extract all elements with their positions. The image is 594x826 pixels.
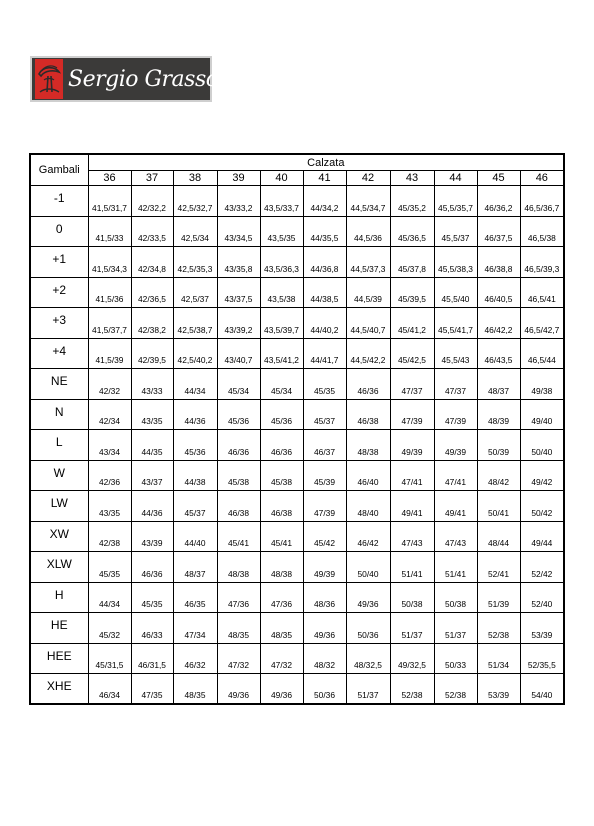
- table-cell: 49/39: [303, 552, 346, 583]
- table-cell: 51/39: [477, 582, 520, 613]
- table-cell: 45/37,8: [390, 247, 434, 278]
- table-cell: 45/36: [260, 399, 303, 430]
- table-row: [30, 308, 564, 339]
- table-cell: 45,5/43: [434, 338, 477, 369]
- table-cell: 46/36: [260, 430, 303, 461]
- table-cell: 50/33: [434, 643, 477, 674]
- table-cell: 43,5/36,3: [260, 247, 303, 278]
- size-header: 39: [217, 171, 260, 186]
- table-cell: 42/38,2: [131, 308, 173, 339]
- size-header: 37: [131, 171, 173, 186]
- table-cell: 47/34: [173, 613, 217, 644]
- table-row: [30, 674, 564, 705]
- table-cell: 46,5/36,7: [520, 186, 564, 217]
- row-label: -1: [30, 186, 88, 217]
- table-cell: 48/32,5: [346, 643, 390, 674]
- table-row: [30, 247, 564, 278]
- row-label: N: [30, 399, 88, 430]
- table-cell: 48/35: [260, 613, 303, 644]
- table-cell: 47/37: [390, 369, 434, 400]
- row-label: W: [30, 460, 88, 491]
- table-cell: 52/38: [477, 613, 520, 644]
- table-row: [30, 552, 564, 583]
- table-cell: 42/34,8: [131, 247, 173, 278]
- table-cell: 45/36,5: [390, 216, 434, 247]
- row-label: HE: [30, 613, 88, 644]
- table-cell: 45/39: [303, 460, 346, 491]
- table-cell: 49/41: [390, 491, 434, 522]
- table-cell: 45/36: [217, 399, 260, 430]
- table-cell: 53/39: [520, 613, 564, 644]
- size-header: 42: [346, 171, 390, 186]
- table-cell: 42,5/40,2: [173, 338, 217, 369]
- table-cell: 47/37: [434, 369, 477, 400]
- table-cell: 41,5/36: [88, 277, 131, 308]
- table-row: [30, 521, 564, 552]
- table-cell: 51/37: [390, 613, 434, 644]
- table-row: [30, 643, 564, 674]
- table-cell: 48/40: [346, 491, 390, 522]
- table-cell: 50/40: [346, 552, 390, 583]
- table-cell: 45/32: [88, 613, 131, 644]
- table-cell: 47/43: [390, 521, 434, 552]
- table-cell: 47/39: [303, 491, 346, 522]
- row-label: +1: [30, 247, 88, 278]
- table-cell: 44/36: [173, 399, 217, 430]
- table-cell: 42/38: [88, 521, 131, 552]
- table-cell: 50/42: [520, 491, 564, 522]
- table-row: [30, 399, 564, 430]
- table-cell: 51/41: [390, 552, 434, 583]
- table-cell: 45/34: [217, 369, 260, 400]
- table-cell: 49/36: [303, 613, 346, 644]
- table-cell: 45/41: [260, 521, 303, 552]
- table-cell: 46,5/44: [520, 338, 564, 369]
- table-cell: 46/38: [260, 491, 303, 522]
- table-cell: 45/35: [88, 552, 131, 583]
- table-cell: 41,5/33: [88, 216, 131, 247]
- table-cell: 50/36: [346, 613, 390, 644]
- table-cell: 53/39: [477, 674, 520, 705]
- table-cell: 44/41,7: [303, 338, 346, 369]
- table-cell: 42/33,5: [131, 216, 173, 247]
- table-cell: 48/37: [477, 369, 520, 400]
- size-header: 45: [477, 171, 520, 186]
- table-cell: 48/38: [346, 430, 390, 461]
- table-cell: 43/35: [131, 399, 173, 430]
- table-cell: 46/37,5: [477, 216, 520, 247]
- table-cell: 44/35,5: [303, 216, 346, 247]
- table-cell: 44,5/37,3: [346, 247, 390, 278]
- table-cell: 42,5/38,7: [173, 308, 217, 339]
- size-chart-table: [29, 153, 565, 705]
- table-cell: 43/33,2: [217, 186, 260, 217]
- table-cell: 45/36: [173, 430, 217, 461]
- table-cell: 42,5/32,7: [173, 186, 217, 217]
- table-cell: 46,5/42,7: [520, 308, 564, 339]
- table-cell: 43,5/41,2: [260, 338, 303, 369]
- table-cell: 45/35,2: [390, 186, 434, 217]
- table-cell: 42/32: [88, 369, 131, 400]
- table-cell: 42,5/37: [173, 277, 217, 308]
- table-cell: 51/34: [477, 643, 520, 674]
- table-cell: 44/34: [88, 582, 131, 613]
- brand-logo: [30, 56, 219, 102]
- table-cell: 43,5/38: [260, 277, 303, 308]
- table-cell: 46/35: [173, 582, 217, 613]
- table-cell: 47/41: [390, 460, 434, 491]
- table-cell: 51/37: [346, 674, 390, 705]
- table-cell: 44/40: [173, 521, 217, 552]
- table-cell: 52/35,5: [520, 643, 564, 674]
- table-cell: 45/42: [303, 521, 346, 552]
- table-cell: 44,5/40,7: [346, 308, 390, 339]
- table-cell: 48/36: [303, 582, 346, 613]
- table-cell: 43/34: [88, 430, 131, 461]
- table-row: [30, 613, 564, 644]
- brand-name: Sergio Grasso: [68, 66, 219, 92]
- table-cell: 47/39: [390, 399, 434, 430]
- table-cell: 49/41: [434, 491, 477, 522]
- table-cell: 44/38: [173, 460, 217, 491]
- table-cell: 45,5/41,7: [434, 308, 477, 339]
- table-row: [30, 430, 564, 461]
- table-cell: 43/40,7: [217, 338, 260, 369]
- table-cell: 47/36: [260, 582, 303, 613]
- table-cell: 47/39: [434, 399, 477, 430]
- table-cell: 48/35: [217, 613, 260, 644]
- table-cell: 43/33: [131, 369, 173, 400]
- table-cell: 43/39: [131, 521, 173, 552]
- table-cell: 49/39: [390, 430, 434, 461]
- table-cell: 50/38: [434, 582, 477, 613]
- table-cell: 44/34: [173, 369, 217, 400]
- table-cell: 50/40: [520, 430, 564, 461]
- table-cell: 41,5/39: [88, 338, 131, 369]
- table-cell: 44/40,2: [303, 308, 346, 339]
- table-cell: 43/35: [88, 491, 131, 522]
- table-cell: 43/34,5: [217, 216, 260, 247]
- table-cell: 48/44: [477, 521, 520, 552]
- table-cell: 42/34: [88, 399, 131, 430]
- row-label: HEE: [30, 643, 88, 674]
- table-cell: 46,5/38: [520, 216, 564, 247]
- table-cell: 46/42: [346, 521, 390, 552]
- table-cell: 45/41,2: [390, 308, 434, 339]
- table-cell: 45/38: [217, 460, 260, 491]
- table-cell: 44/35: [131, 430, 173, 461]
- table-cell: 46,5/41: [520, 277, 564, 308]
- table-cell: 49/36: [346, 582, 390, 613]
- row-label: +3: [30, 308, 88, 339]
- table-cell: 46/42,2: [477, 308, 520, 339]
- table-cell: 45/37: [173, 491, 217, 522]
- table-cell: 47/43: [434, 521, 477, 552]
- row-header-gambali: Gambali: [30, 154, 88, 186]
- logo-emblem-icon: [35, 59, 63, 99]
- table-cell: 42/32,2: [131, 186, 173, 217]
- table-cell: 42,5/34: [173, 216, 217, 247]
- table-cell: 49/40: [520, 399, 564, 430]
- row-label: +4: [30, 338, 88, 369]
- table-cell: 44,5/36: [346, 216, 390, 247]
- table-row: [30, 216, 564, 247]
- table-cell: 49/32,5: [390, 643, 434, 674]
- table-cell: 48/37: [173, 552, 217, 583]
- row-label: H: [30, 582, 88, 613]
- table-cell: 49/39: [434, 430, 477, 461]
- table-cell: 46/33: [131, 613, 173, 644]
- size-header: 46: [520, 171, 564, 186]
- table-cell: 47/41: [434, 460, 477, 491]
- table-cell: 45/35: [131, 582, 173, 613]
- table-cell: 46/38: [346, 399, 390, 430]
- table-cell: 46/43,5: [477, 338, 520, 369]
- table-cell: 46/31,5: [131, 643, 173, 674]
- table-cell: 54/40: [520, 674, 564, 705]
- table-cell: 47/32: [217, 643, 260, 674]
- table-cell: 45/37: [303, 399, 346, 430]
- size-header: 36: [88, 171, 131, 186]
- table-cell: 45/42,5: [390, 338, 434, 369]
- table-cell: 43,5/39,7: [260, 308, 303, 339]
- table-cell: 44/38,5: [303, 277, 346, 308]
- table-cell: 47/35: [131, 674, 173, 705]
- table-cell: 43/37: [131, 460, 173, 491]
- table-cell: 48/42: [477, 460, 520, 491]
- row-label: L: [30, 430, 88, 461]
- table-cell: 42/39,5: [131, 338, 173, 369]
- table-cell: 52/38: [434, 674, 477, 705]
- table-row: [30, 582, 564, 613]
- table-cell: 44/36,8: [303, 247, 346, 278]
- size-header: 44: [434, 171, 477, 186]
- table-cell: 50/38: [390, 582, 434, 613]
- size-header: 43: [390, 171, 434, 186]
- table-cell: 45/41: [217, 521, 260, 552]
- table-row: [30, 369, 564, 400]
- table-cell: 44,5/39: [346, 277, 390, 308]
- size-header: 41: [303, 171, 346, 186]
- row-label: XHE: [30, 674, 88, 705]
- table-row: [30, 338, 564, 369]
- table-cell: 46/37: [303, 430, 346, 461]
- row-label: XLW: [30, 552, 88, 583]
- table-cell: 43/35,8: [217, 247, 260, 278]
- table-cell: 41,5/31,7: [88, 186, 131, 217]
- table-cell: 44,5/42,2: [346, 338, 390, 369]
- table-cell: 44/34,2: [303, 186, 346, 217]
- table-cell: 49/42: [520, 460, 564, 491]
- column-group-header-calzata: Calzata: [88, 154, 564, 171]
- table-cell: 45/34: [260, 369, 303, 400]
- table-cell: 43/39,2: [217, 308, 260, 339]
- table-cell: 51/41: [434, 552, 477, 583]
- table-cell: 48/39: [477, 399, 520, 430]
- row-label: XW: [30, 521, 88, 552]
- table-cell: 46/36,2: [477, 186, 520, 217]
- table-cell: 45,5/35,7: [434, 186, 477, 217]
- table-cell: 48/38: [217, 552, 260, 583]
- table-cell: 45/38: [260, 460, 303, 491]
- table-cell: 48/38: [260, 552, 303, 583]
- table-cell: 49/38: [520, 369, 564, 400]
- table-cell: 49/36: [217, 674, 260, 705]
- size-header: 38: [173, 171, 217, 186]
- row-label: 0: [30, 216, 88, 247]
- table-cell: 46/36: [217, 430, 260, 461]
- table-cell: 45/35: [303, 369, 346, 400]
- table-row: [30, 491, 564, 522]
- table-cell: 46/40,5: [477, 277, 520, 308]
- table-cell: 45,5/38,3: [434, 247, 477, 278]
- row-label: LW: [30, 491, 88, 522]
- table-cell: 46/36: [346, 369, 390, 400]
- table-cell: 43,5/33,7: [260, 186, 303, 217]
- table-cell: 47/32: [260, 643, 303, 674]
- table-cell: 49/44: [520, 521, 564, 552]
- row-label: +2: [30, 277, 88, 308]
- table-cell: 46/38,8: [477, 247, 520, 278]
- table-cell: 50/36: [303, 674, 346, 705]
- table-cell: 41,5/34,3: [88, 247, 131, 278]
- table-cell: 46/38: [217, 491, 260, 522]
- table-cell: 51/37: [434, 613, 477, 644]
- table-cell: 49/36: [260, 674, 303, 705]
- table-cell: 44/36: [131, 491, 173, 522]
- row-label: NE: [30, 369, 88, 400]
- table-cell: 42/36,5: [131, 277, 173, 308]
- table-cell: 48/35: [173, 674, 217, 705]
- table-cell: 52/42: [520, 552, 564, 583]
- table-cell: 48/32: [303, 643, 346, 674]
- table-cell: 45,5/37: [434, 216, 477, 247]
- size-header: 40: [260, 171, 303, 186]
- table-row: [30, 277, 564, 308]
- table-cell: 45/31,5: [88, 643, 131, 674]
- table-cell: 52/41: [477, 552, 520, 583]
- table-row: [30, 186, 564, 217]
- table-cell: 41,5/37,7: [88, 308, 131, 339]
- table-cell: 43,5/35: [260, 216, 303, 247]
- table-cell: 45/39,5: [390, 277, 434, 308]
- table-cell: 52/38: [390, 674, 434, 705]
- table-cell: 52/40: [520, 582, 564, 613]
- table-cell: 46/34: [88, 674, 131, 705]
- table-cell: 46/40: [346, 460, 390, 491]
- table-cell: 46/36: [131, 552, 173, 583]
- table-cell: 43/37,5: [217, 277, 260, 308]
- table-cell: 47/36: [217, 582, 260, 613]
- table-cell: 50/39: [477, 430, 520, 461]
- table-cell: 46,5/39,3: [520, 247, 564, 278]
- table-cell: 45,5/40: [434, 277, 477, 308]
- table-cell: 42,5/35,3: [173, 247, 217, 278]
- table-cell: 46/32: [173, 643, 217, 674]
- table-cell: 44,5/34,7: [346, 186, 390, 217]
- table-cell: 50/41: [477, 491, 520, 522]
- table-row: [30, 460, 564, 491]
- table-cell: 42/36: [88, 460, 131, 491]
